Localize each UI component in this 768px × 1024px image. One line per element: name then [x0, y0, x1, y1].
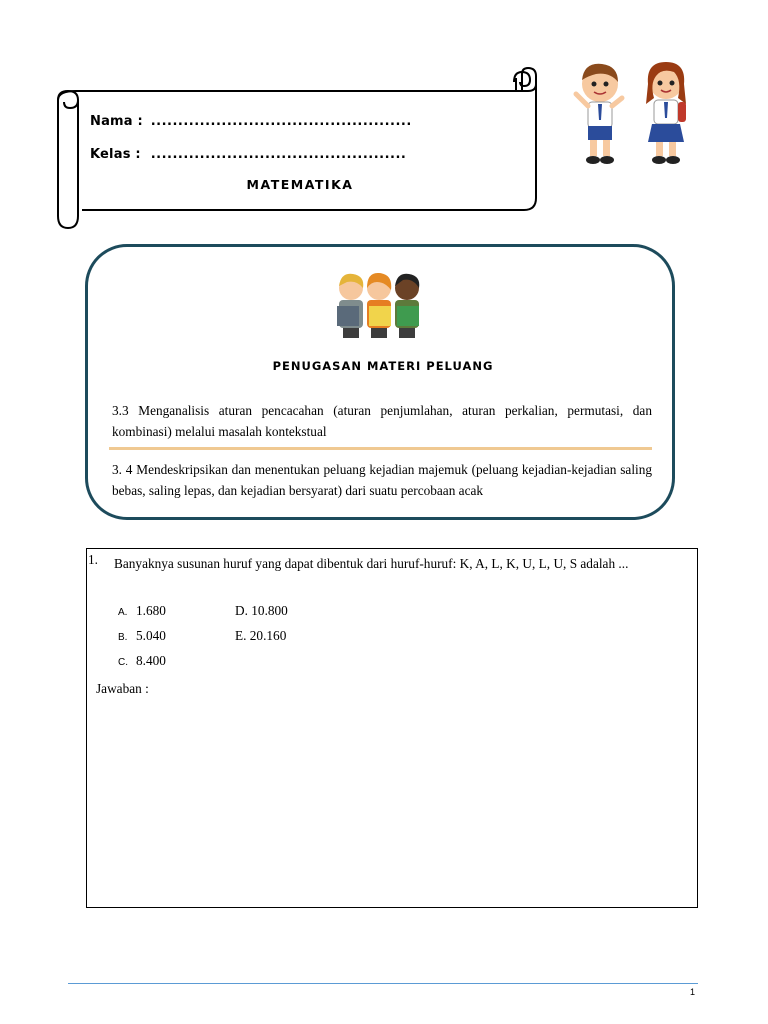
competency-3-4: 3. 4 Mendeskripsikan dan menentukan peluang kejadian majemuk (peluang kejadian-kejadian saling bebas, saling lepas, dan kejadian bersyarat) dari suatu percobaan acak — [112, 462, 652, 498]
option-c[interactable] — [118, 653, 166, 669]
option-b[interactable] — [118, 628, 166, 644]
kelas-field[interactable] — [90, 147, 406, 162]
option-e[interactable] — [235, 628, 286, 644]
option-value: 5.040 — [136, 628, 166, 643]
competency-3-3: 3.3 Menganalisis aturan pencacahan (aturan penjumlahan, aturan perkalian, permutasi, dan kombinasi) melalui masalah kontekstual — [112, 403, 652, 439]
option-a[interactable] — [118, 603, 166, 619]
kelas-label: Kelas : — [90, 147, 141, 162]
nama-label: Nama : — [90, 114, 143, 129]
question-text: Banyaknya susunan huruf yang dapat dibentuk dari huruf-huruf: K, A, L, K, U, L, U, S adalah ... — [114, 556, 629, 571]
option-value: 20.160 — [249, 628, 287, 643]
students-illustration — [570, 58, 698, 170]
question-box — [86, 548, 698, 908]
subject-title: MATEMATIKA — [246, 177, 354, 192]
option-letter: E. — [235, 628, 247, 643]
option-value: 8.400 — [136, 653, 166, 668]
option-d[interactable] — [235, 603, 288, 619]
question-number: 1. — [88, 552, 98, 567]
page-number: 1 — [690, 987, 696, 997]
kelas-dots: ............................................... — [150, 147, 407, 162]
option-letter: D. — [235, 603, 248, 618]
divider — [109, 447, 652, 450]
assignment-title: PENUGASAN MATERI PELUANG — [272, 359, 494, 373]
option-value: 10.800 — [251, 603, 288, 618]
nama-field[interactable] — [90, 114, 412, 129]
footer-line — [68, 983, 698, 984]
option-value: 1.680 — [136, 603, 166, 618]
answer-label: Jawaban : — [96, 681, 149, 696]
nama-dots: ................................................ — [150, 114, 412, 129]
reading-kids-illustration — [333, 270, 425, 342]
option-letter: B. — [118, 632, 128, 643]
option-letter: C. — [118, 657, 128, 668]
option-letter: A. — [118, 607, 128, 618]
